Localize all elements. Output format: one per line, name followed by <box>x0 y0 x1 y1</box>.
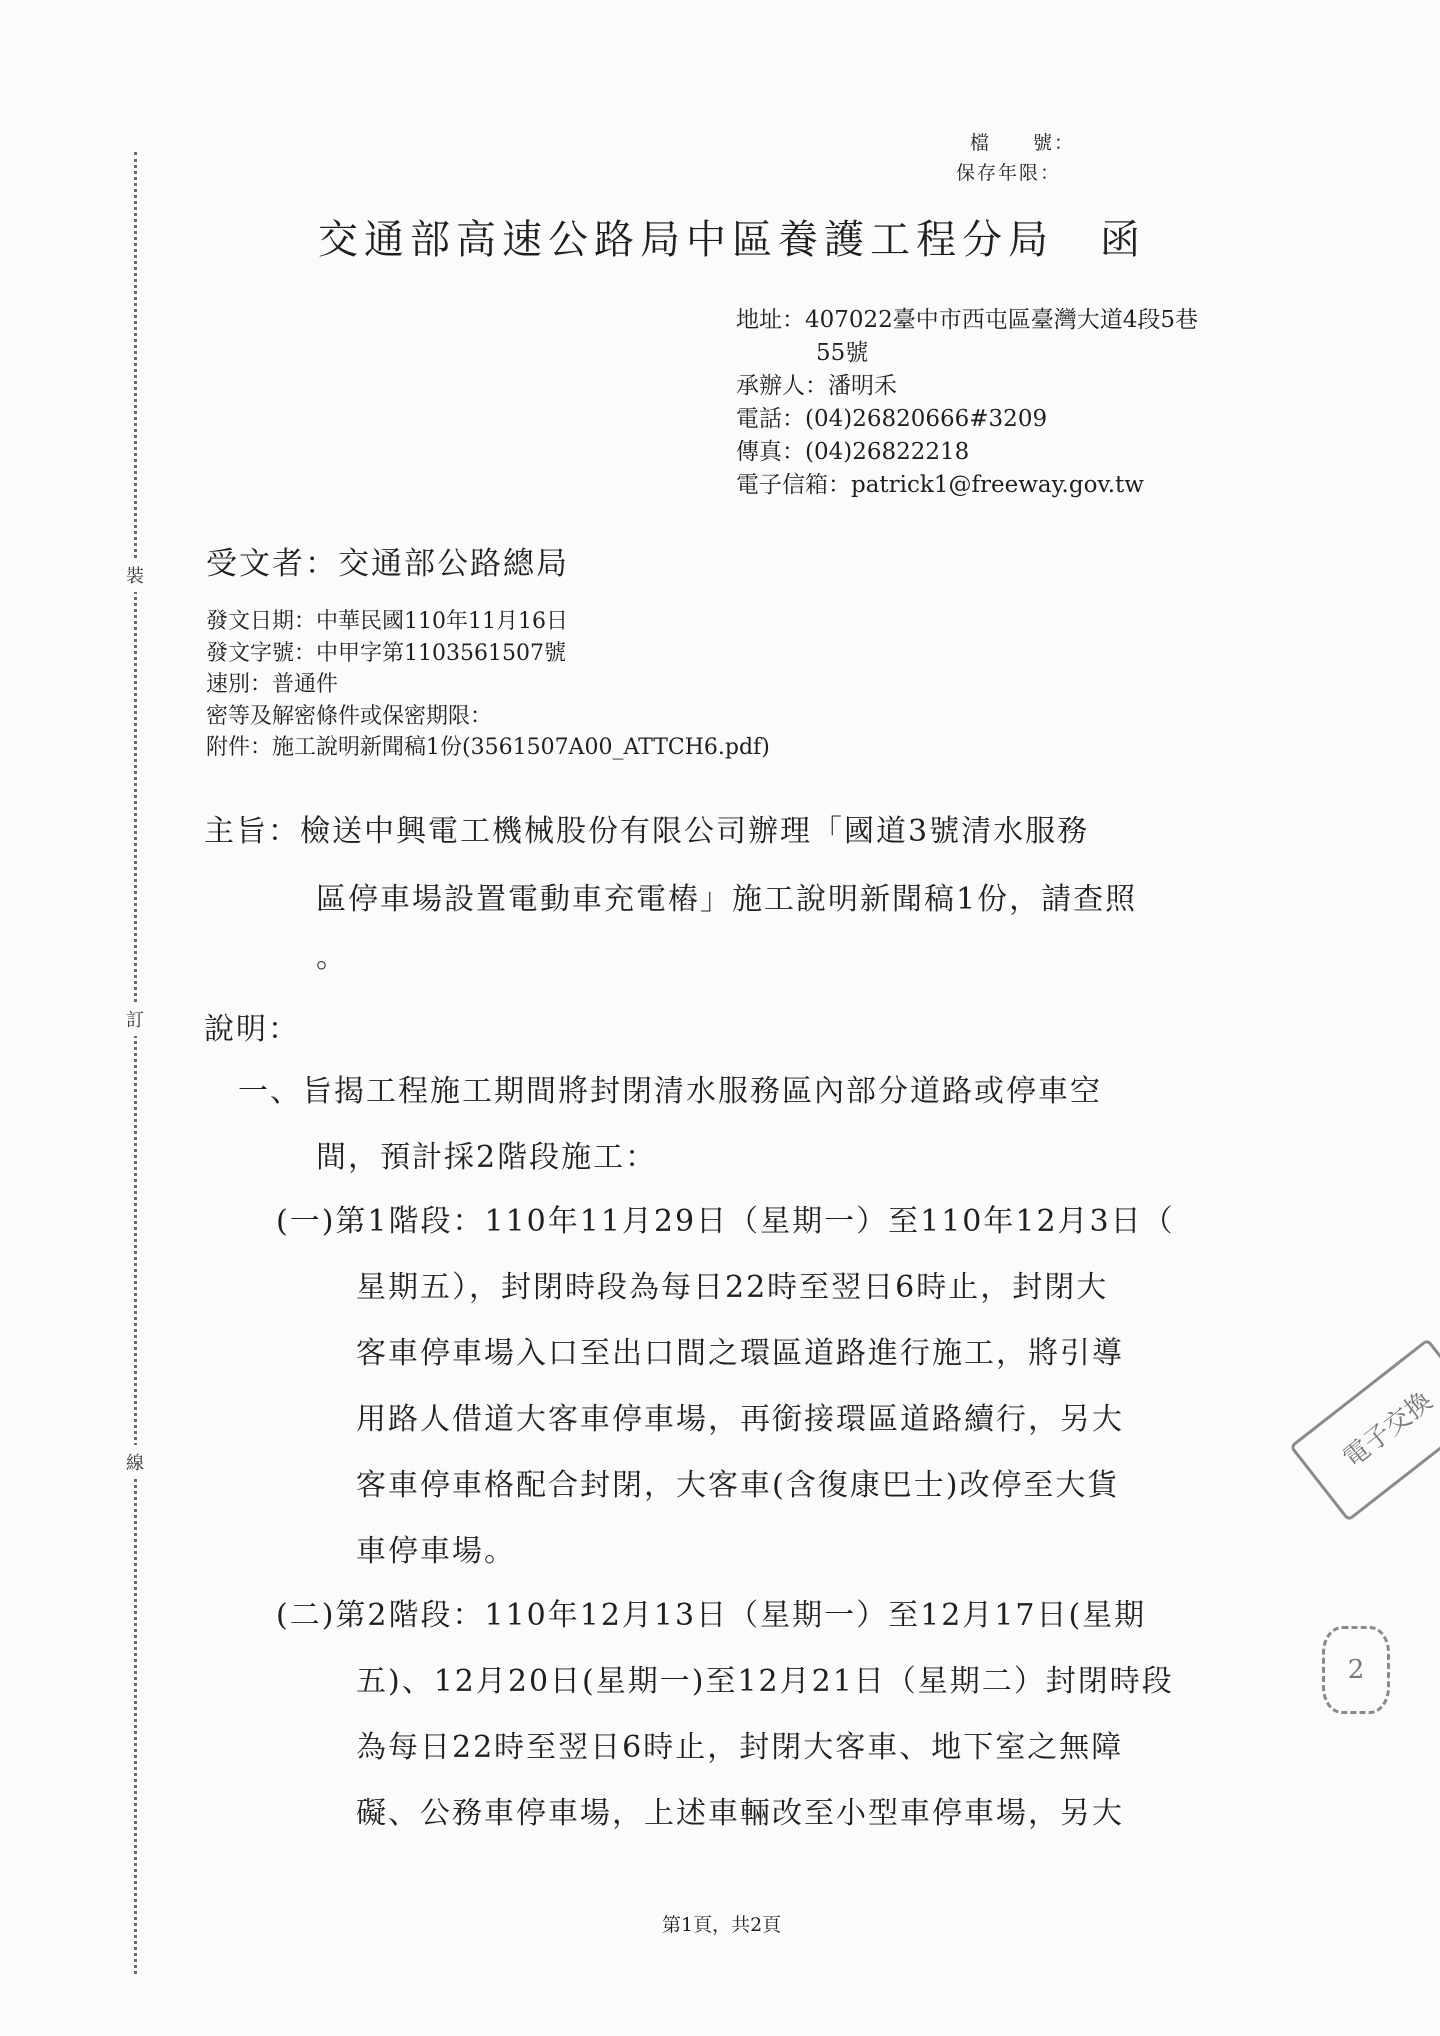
address-line-2: 55號 <box>816 340 869 366</box>
recipient: 受文者：交通部公路總局 <box>206 546 569 582</box>
explanation-heading: 說明： <box>204 1012 300 1047</box>
fax: 傳真：(04)26822218 <box>736 439 970 465</box>
sub-item-2-line-4: 礙、公務車停車場，上述車輛改至小型車停車場，另大 <box>356 1796 1124 1831</box>
page-number: 第1頁，共2頁 <box>662 1914 782 1936</box>
attachment: 附件：施工說明新聞稿1份(3561507A00_ATTCH6.pdf) <box>206 735 770 760</box>
document-title: 交通部高速公路局中區養護工程分局 函 <box>318 217 1146 263</box>
retention-period-label: 保存年限： <box>956 162 1062 184</box>
item-1-line-1: 一、旨揭工程施工期間將封閉清水服務區內部分道路或停車空 <box>238 1074 1102 1109</box>
item-1-line-2: 間，預計採2階段施工： <box>316 1140 658 1175</box>
address-line-1: 地址：407022臺中市西屯區臺灣大道4段5巷 <box>736 307 1199 333</box>
sub-item-1-line-5: 客車停車格配合封閉，大客車(含復康巴士)改停至大貨 <box>356 1468 1120 1503</box>
page-mark-seal <box>1322 1626 1390 1714</box>
electronic-exchange-seal <box>1289 1338 1440 1522</box>
sub-item-1-line-4: 用路人借道大客車停車場，再銜接環區道路續行，另大 <box>356 1402 1124 1437</box>
sub-item-1-line-3: 客車停車場入口至出口間之環區道路進行施工，將引導 <box>356 1336 1124 1371</box>
sub-item-1-line-2: 星期五），封閉時段為每日22時至翌日6時止，封閉大 <box>356 1270 1109 1305</box>
subject-line-3: 。 <box>316 940 348 975</box>
sub-item-1-line-6: 車停車場。 <box>356 1534 516 1569</box>
sub-item-1-line-1: (一)第1階段：110年11月29日（星期一）至110年12月3日（ <box>276 1204 1175 1239</box>
file-number-label: 檔 號： <box>970 132 1076 154</box>
secrecy-level: 密等及解密條件或保密期限： <box>206 703 493 729</box>
binding-label-mid: 訂 <box>122 1002 148 1036</box>
page-mark-number: 2 <box>1347 1655 1365 1685</box>
issue-date: 發文日期：中華民國110年11月16日 <box>206 609 568 634</box>
phone: 電話：(04)26820666#3209 <box>736 406 1048 432</box>
contact-block <box>736 304 1198 502</box>
binding-label-bottom: 線 <box>122 1445 148 1479</box>
sub-item-2-line-1: (二)第2階段：110年12月13日（星期一）至12月17日(星期 <box>276 1598 1147 1633</box>
subject-line-2: 區停車場設置電動車充電樁」施工說明新聞稿1份，請查照 <box>316 882 1138 917</box>
document-number: 發文字號：中甲字第1103561507號 <box>206 640 566 666</box>
binding-dotted-line <box>134 152 137 1974</box>
meta-block <box>206 606 770 764</box>
speed-category: 速別：普通件 <box>206 672 339 697</box>
binding-label-top: 裝 <box>122 558 148 592</box>
subject-line-1: 主旨：檢送中興電工機械股份有限公司辦理「國道3號清水服務 <box>204 814 1090 849</box>
email: 電子信箱：patrick1@freeway.gov.tw <box>736 472 1144 498</box>
sub-item-2-line-3: 為每日22時至翌日6時止，封閉大客車、地下室之無障 <box>356 1730 1124 1765</box>
handler: 承辦人：潘明禾 <box>736 373 897 399</box>
electronic-exchange-seal-text: 電子交換 <box>1337 1386 1439 1474</box>
sub-item-2-line-2: 五)、12月20日(星期一)至12月21日（星期二）封閉時段 <box>356 1664 1174 1699</box>
